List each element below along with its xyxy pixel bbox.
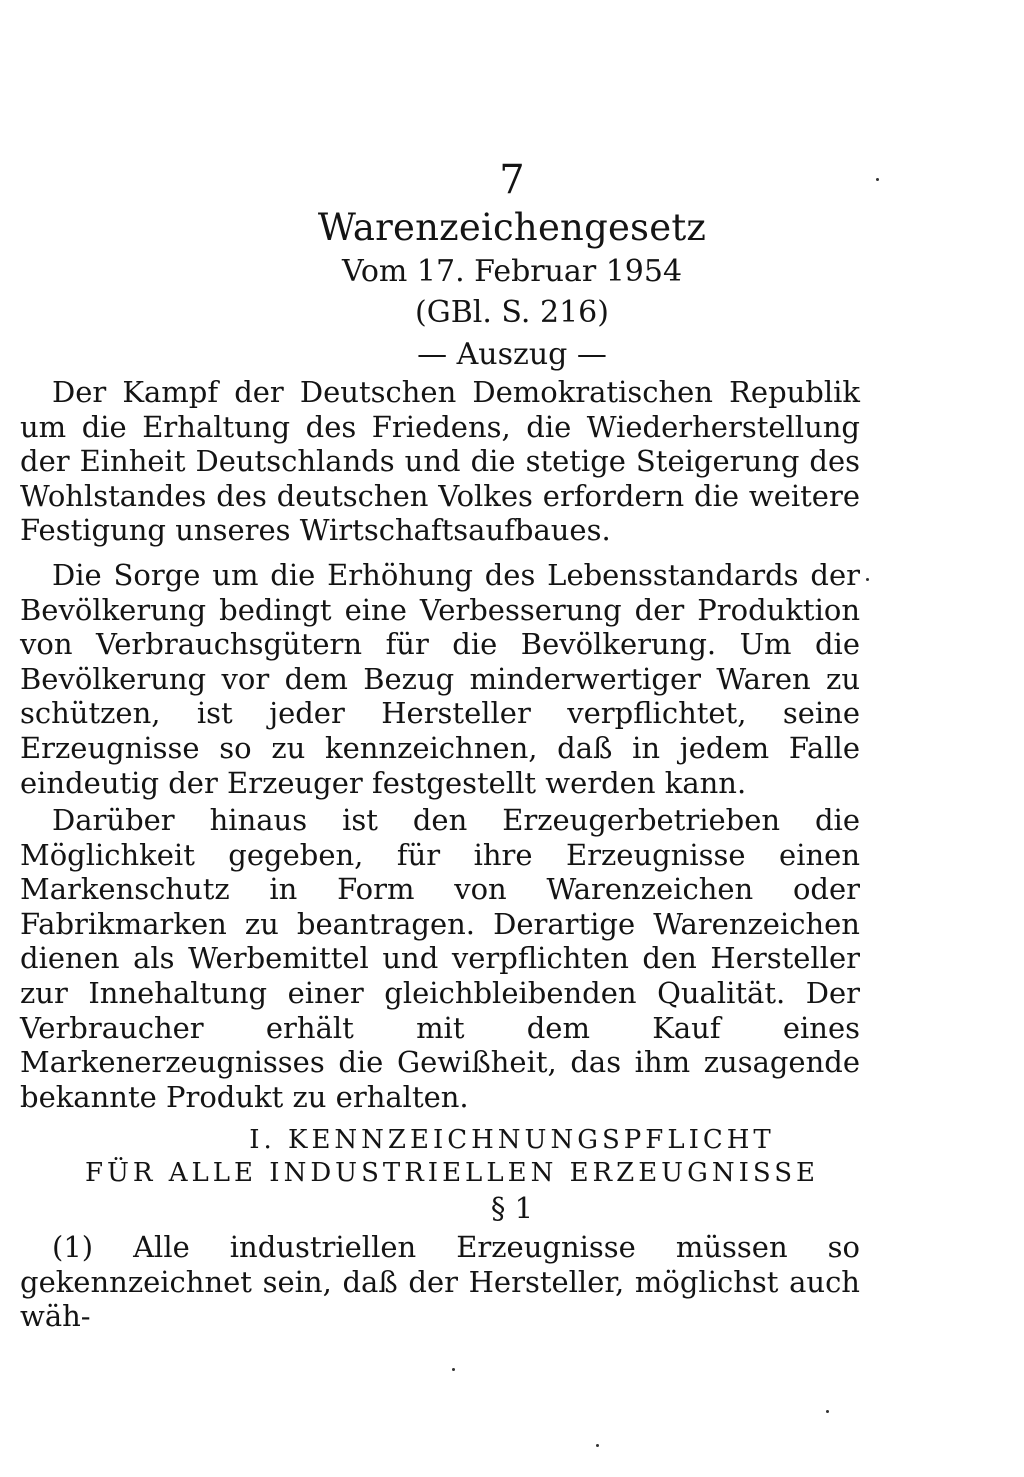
preamble-paragraph-2: Die Sorge um die Erhöhung des Lebensstandards der Bevölkerung bedingt eine Verbesserung der Produktion von Verbrauchsgütern für die Bevölkerung. Um die Bevölkerung vor dem Bezug minderwertiger Waren zu schützen, ist jeder Hersteller verpflichtet, seine Erzeugnisse so zu kennzeichnen, daß in jedem Falle eindeutig der Erzeuger festgestellt werden kann. xyxy=(20,558,860,800)
scan-speck xyxy=(866,578,869,581)
section-paragraph-1: (1) Alle industriellen Erzeugnisse müssen so gekennzeichnet sein, daß der Hersteller, möglichst auch wäh- xyxy=(20,1230,860,1334)
section-heading-line-1: I. KENNZEICHNUNGSPFLICHT xyxy=(249,1125,775,1155)
paragraph-sign: § 1 xyxy=(490,1191,534,1225)
document-title: Warenzeichengesetz xyxy=(317,206,707,249)
scan-speck xyxy=(452,1368,455,1371)
preamble-paragraph-1: Der Kampf der Deutschen Demokratischen Republik um die Erhaltung des Friedens, die Wiederherstellung der Einheit Deutschlands und die stetige Steigerung des Wohlstandes des deutschen Volkes erfordern die weitere Festigung unseres Wirtschaftsaufbaues. xyxy=(20,375,860,548)
excerpt-label: — Auszug — xyxy=(417,337,607,372)
document-number: 7 xyxy=(499,157,525,203)
scan-speck xyxy=(876,178,879,181)
scan-speck xyxy=(596,1444,599,1447)
section-heading-line-2: FÜR ALLE INDUSTRIELLEN ERZEUGNISSE xyxy=(84,1158,820,1188)
preamble-paragraph-3: Darüber hinaus ist den Erzeugerbetrieben die Möglichkeit gegeben, für ihre Erzeugnisse einen Markenschutz in Form von Warenzeichen oder Fabrikmarken zu beantragen. Derartige Warenzeichen dienen als Werbemittel und verpflichten den Hersteller zur Innehaltung einer gleichbleibenden Qualität. Der Verbraucher erhält mit dem Kauf eines Markenerzeugnisses die Gewißheit, das ihm zusagende bekannte Produkt zu erhalten. xyxy=(20,803,860,1114)
document-source: (GBl. S. 216) xyxy=(415,295,609,330)
scan-speck xyxy=(826,1410,829,1413)
document-date: Vom 17. Februar 1954 xyxy=(341,254,683,289)
